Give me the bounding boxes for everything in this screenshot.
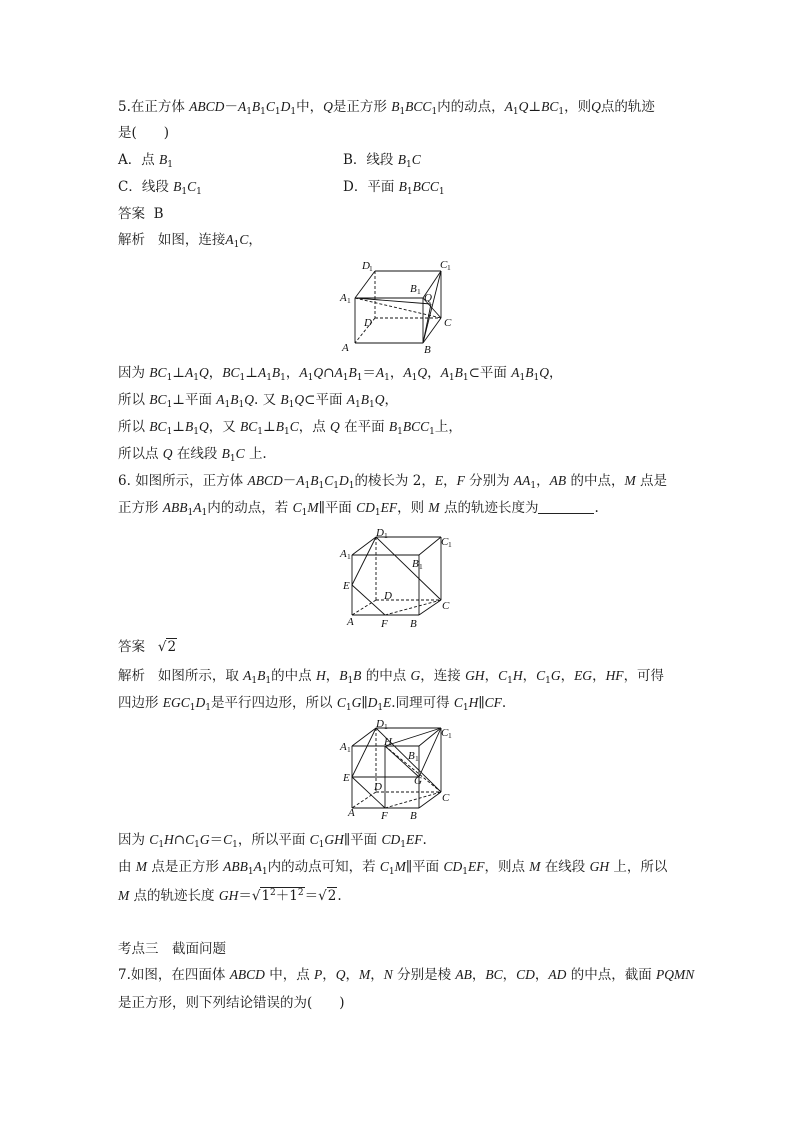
q6-stem-line1: 6. 如图所示，正方体 $ABCD-A_1B_1C_1D_1$的棱长为 2，E，F 分别为 $AA_1$，AB 的中点，M 点是 bbox=[118, 473, 667, 491]
svg-text:1: 1 bbox=[448, 731, 452, 740]
svg-text:C: C bbox=[444, 317, 452, 329]
svg-text:1: 1 bbox=[417, 287, 421, 296]
svg-text:D: D bbox=[364, 317, 372, 329]
svg-text:G: G bbox=[414, 775, 422, 787]
q5-option-a[interactable]: A．点 $B_1$ bbox=[118, 152, 174, 170]
svg-text:A: A bbox=[340, 292, 347, 304]
svg-text:C: C bbox=[441, 727, 449, 739]
q6-analysis-line1: 解析 如图所示，取 $A_1B_1$的中点 H，$B_1B$ 的中点 G，连接 GH，$C_1H$，$C_1G$，EG，HF，可得 bbox=[118, 668, 665, 686]
q7-stem-line1: 7.如图，在四面体 ABCD 中，点 P，Q，M，N 分别是棱 AB，BC，CD，AD 的中点，截面 PQMN bbox=[118, 967, 695, 983]
q7-stem-line2: 是正方形，则下列结论错误的为( ) bbox=[118, 995, 345, 1011]
svg-text:C: C bbox=[441, 536, 449, 548]
svg-text:Q: Q bbox=[424, 292, 432, 304]
svg-text:A: A bbox=[340, 741, 347, 753]
svg-text:C: C bbox=[442, 792, 450, 804]
q5-step1: 因为 $BC_1\perp A_1Q$，$BC_1\perp A_1B_1$，$A_1Q\cap A_1B_1=A_1$，$A_1Q$，$A_1B_1\subset$平面 $A_1B_1Q$， bbox=[118, 365, 563, 383]
svg-text:D: D bbox=[362, 260, 370, 272]
svg-text:H: H bbox=[384, 736, 392, 748]
svg-text:B: B bbox=[408, 750, 415, 762]
q6-analysis-line5: M 点的轨迹长度 $GH=√1^2+1^2=√2$. bbox=[118, 888, 342, 904]
q5-option-c[interactable]: C．线段 $B_1C_1$ bbox=[118, 179, 202, 197]
svg-text:D: D bbox=[384, 590, 392, 602]
svg-text:A: A bbox=[340, 548, 347, 560]
q6-stem-line2: 正方形 $ABB_1A_1$内的动点，若 $C_1M\parallel$平面 $CD_1EF$，则 M 点的轨迹长度为 . bbox=[118, 500, 599, 518]
svg-text:A: A bbox=[348, 807, 355, 819]
svg-text:C: C bbox=[440, 259, 448, 271]
q5-step2: 所以 $BC_1\perp$平面 $A_1B_1Q$. 又 $B_1Q\subset$平面 $A_1B_1Q$， bbox=[118, 392, 398, 410]
svg-text:F: F bbox=[381, 810, 388, 822]
svg-text:1: 1 bbox=[347, 552, 351, 561]
svg-text:D: D bbox=[374, 781, 382, 793]
svg-text:B: B bbox=[410, 618, 417, 630]
q6-analysis-figure bbox=[338, 718, 458, 827]
svg-text:1: 1 bbox=[448, 540, 452, 549]
svg-text:1: 1 bbox=[384, 722, 388, 731]
svg-text:D: D bbox=[376, 718, 384, 730]
q6-analysis-line2: 四边形 $EGC_1D_1$是平行四边形，所以 $C_1G\parallel D_1E$.同理可得 $C_1H\parallel CF$. bbox=[118, 695, 507, 713]
svg-text:1: 1 bbox=[415, 754, 419, 763]
q6-answer: 答案 √2 bbox=[118, 639, 177, 655]
q5-analysis: 解析 如图，连接$A_1C$， bbox=[118, 232, 262, 250]
svg-text:1: 1 bbox=[419, 562, 423, 571]
q5-option-d[interactable]: D．平面 $B_1BCC_1$ bbox=[343, 179, 445, 197]
q5-stem-line2: 是( ) bbox=[118, 125, 170, 141]
q5-stem-line1: 5.在正方体 $ABCD-A_1B_1C_1D_1$中，Q是正方形 $B_1BCC_1$内的动点，$A_1Q\perp BC_1$，则Q点的轨迹 bbox=[118, 99, 655, 117]
svg-text:D: D bbox=[376, 527, 384, 539]
q6-analysis-line3: 因为 $C_1H\cap C_1G=C_1$，所以平面 $C_1GH\parallel$平面 $CD_1EF$. bbox=[118, 832, 427, 850]
svg-text:B: B bbox=[410, 810, 417, 822]
q5-option-b[interactable]: B．线段 $B_1C$ bbox=[343, 152, 421, 170]
svg-text:1: 1 bbox=[447, 263, 451, 272]
svg-text:B: B bbox=[424, 344, 431, 356]
svg-text:1: 1 bbox=[369, 264, 373, 273]
svg-text:1: 1 bbox=[384, 531, 388, 540]
svg-text:1: 1 bbox=[347, 296, 351, 305]
svg-text:E: E bbox=[343, 580, 350, 592]
q6-cube-figure bbox=[338, 527, 458, 636]
svg-text:B: B bbox=[410, 283, 417, 295]
q5-step3: 所以 $BC_1\perp B_1Q$，又 $BC_1\perp B_1C$，点 Q 在平面 $B_1BCC_1$上， bbox=[118, 419, 462, 437]
q6-analysis-line4: 由 M 点是正方形 $ABB_1A_1$内的动点可知，若 $C_1M\parallel$平面 $CD_1EF$，则点 M 在线段 GH 上，所以 bbox=[118, 859, 668, 877]
section-title: 考点三 截面问题 bbox=[118, 941, 226, 957]
svg-text:A: A bbox=[347, 616, 354, 628]
svg-text:A: A bbox=[342, 342, 349, 354]
svg-text:C: C bbox=[442, 600, 450, 612]
svg-text:F: F bbox=[381, 618, 388, 630]
svg-text:E: E bbox=[343, 772, 350, 784]
q5-step4: 所以点 Q 在线段 $B_1C$ 上. bbox=[118, 446, 267, 464]
q5-cube-figure bbox=[338, 256, 458, 360]
q5-answer: 答案 B bbox=[118, 206, 164, 222]
svg-text:1: 1 bbox=[347, 745, 351, 754]
svg-text:B: B bbox=[412, 558, 419, 570]
answer-blank[interactable] bbox=[538, 501, 594, 514]
